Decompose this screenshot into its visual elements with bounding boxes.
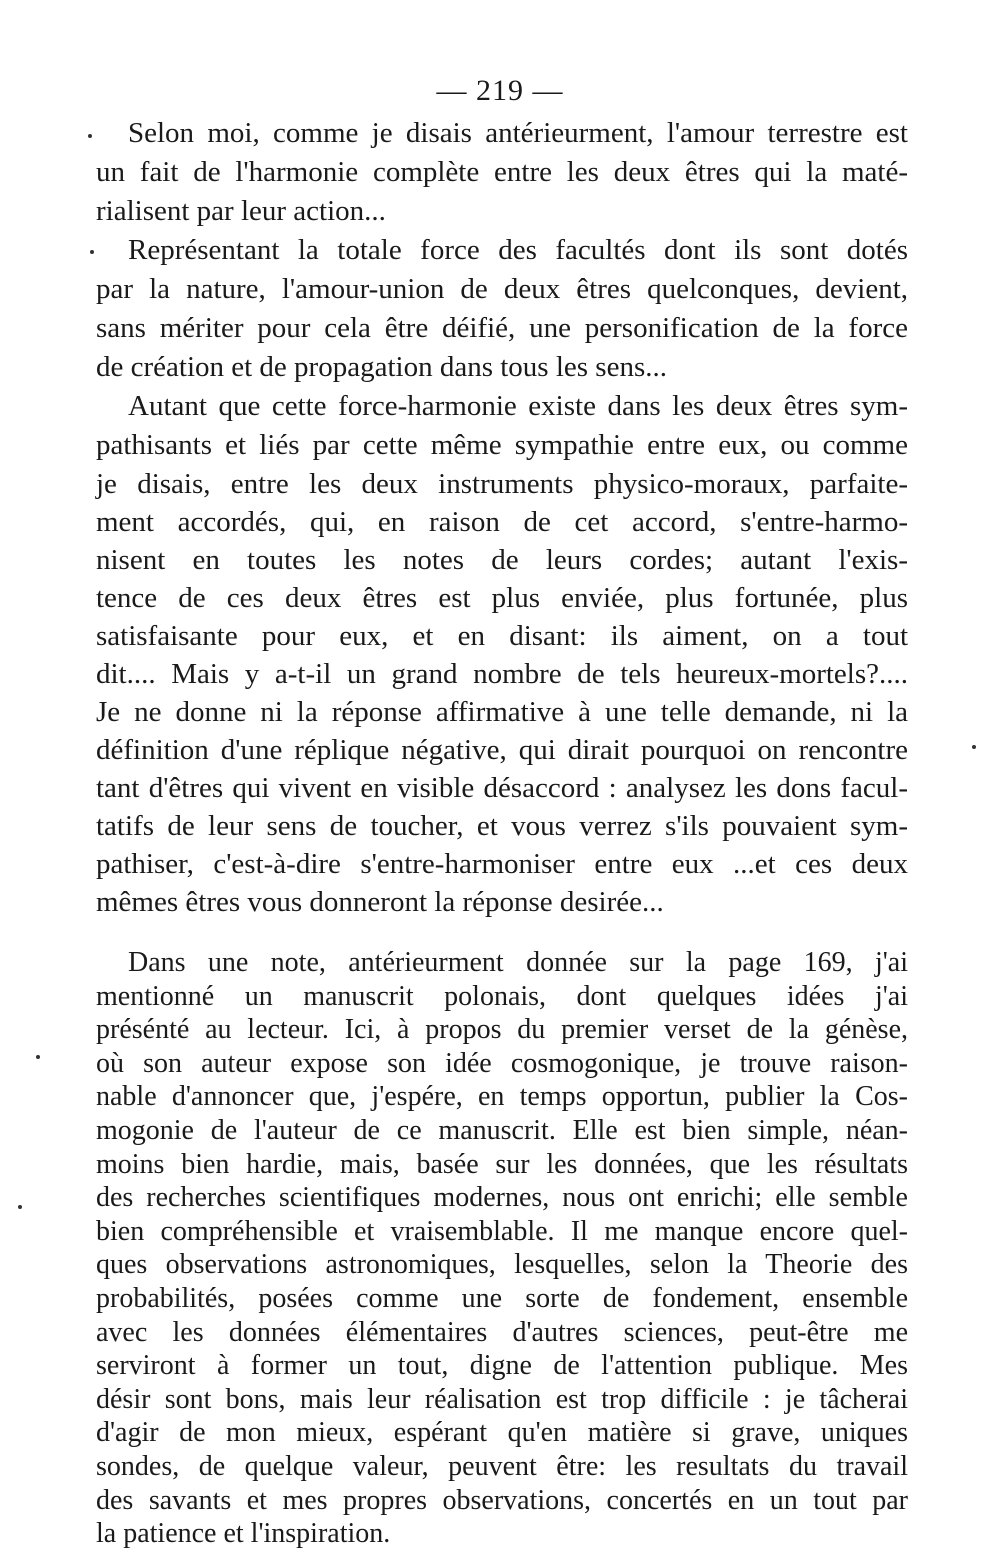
text-line: serviront à former un tout, digne de l'attention publique. Mes xyxy=(96,1350,908,1382)
text-line: des recherches scientifiques modernes, nous ont enrichi; elle semble xyxy=(96,1182,908,1214)
text-line: pathiser, c'est-à-dire s'entre-harmoniser entre eux ...et ces deux xyxy=(96,848,908,880)
page-number: — 219 — xyxy=(436,74,564,107)
text-line: nable d'annoncer que, j'espére, en temps opportun, publier la Cos- xyxy=(96,1081,908,1113)
text-line: présénté au lecteur. Ici, à propos du premier verset de la génèse, xyxy=(96,1014,908,1046)
text-line: d'agir de mon mieux, espérant qu'en matière si grave, uniques xyxy=(96,1417,908,1449)
print-speck xyxy=(90,250,94,254)
text-line: ment accordés, qui, en raison de cet accord, s'entre-harmo- xyxy=(96,506,908,538)
text-line: Représentant la totale force des facultés dont ils sont dotés xyxy=(128,234,908,266)
text-line: tatifs de leur sens de toucher, et vous verrez s'ils pouvaient sym- xyxy=(96,810,908,842)
text-line: je disais, entre les deux instruments physico-moraux, parfaite- xyxy=(96,468,908,500)
text-line: sondes, de quelque valeur, peuvent être: les resultats du travail xyxy=(96,1451,908,1482)
text-line: sans mériter pour cela être déifié, une personification de la force xyxy=(96,312,908,344)
text-line: Selon moi, comme je disais antérieurment, l'amour terrestre est xyxy=(128,117,908,149)
text-line: Je ne donne ni la réponse affirmative à une telle demande, ni la xyxy=(96,696,908,728)
text-line: mentionné un manuscrit polonais, dont quelques idées j'ai xyxy=(96,980,908,1012)
text-line: moins bien hardie, mais, basée sur les données, que les résultats xyxy=(96,1148,908,1180)
text-line: définition d'une réplique négative, qui dirait pourquoi on rencontre xyxy=(96,734,908,766)
text-line: mêmes êtres vous donneront la réponse desirée... xyxy=(96,886,664,918)
text-line: Dans une note, antérieurment donnée sur la page 169, j'ai xyxy=(128,947,908,978)
text-line: mogonie de l'auteur de ce manuscrit. Elle est bien simple, néan- xyxy=(96,1115,908,1146)
text-line: la patience et l'inspiration. xyxy=(96,1518,391,1550)
text-line: rialisent par leur action... xyxy=(96,195,386,227)
print-speck xyxy=(972,745,976,749)
text-line: un fait de l'harmonie complète entre les deux êtres qui la maté- xyxy=(96,156,908,188)
print-speck xyxy=(88,134,92,138)
text-line: désir sont bons, mais leur réalisation est trop difficile : je tâcherai xyxy=(96,1383,908,1415)
text-line: dit.... Mais y a-t-il un grand nombre de tels heureux-mortels?.... xyxy=(96,658,908,690)
print-speck xyxy=(36,1055,40,1059)
text-line: tant d'êtres qui vivent en visible désaccord : analysez les dons facul- xyxy=(96,772,908,804)
text-line: où son auteur expose son idée cosmogonique, je trouve raison- xyxy=(96,1047,908,1079)
print-speck xyxy=(18,1205,22,1209)
text-line: Autant que cette force-harmonie existe dans les deux êtres sym- xyxy=(128,390,908,422)
text-line: bien compréhensible et vraisemblable. Il me manque encore quel- xyxy=(96,1215,908,1247)
text-line: par la nature, l'amour-union de deux êtres quelconques, devient, xyxy=(96,273,908,305)
text-line: de création et de propagation dans tous les sens... xyxy=(96,351,667,383)
text-line: avec les données élémentaires d'autres sciences, peut-être me xyxy=(96,1316,908,1348)
text-line: ques observations astronomiques, lesquelles, selon la Theorie des xyxy=(96,1249,908,1281)
text-line: des savants et mes propres observations, concertés en un tout par xyxy=(96,1484,908,1516)
text-line: satisfaisante pour eux, et en disant: ils aiment, on a tout xyxy=(96,620,908,652)
text-line: probabilités, posées comme une sorte de fondement, ensemble xyxy=(96,1283,908,1314)
text-line: pathisants et liés par cette même sympathie entre eux, ou comme xyxy=(96,429,908,461)
text-line: nisent en toutes les notes de leurs cordes; autant l'exis- xyxy=(96,544,908,576)
text-line: tence de ces deux êtres est plus enviée, plus fortunée, plus xyxy=(96,582,908,614)
